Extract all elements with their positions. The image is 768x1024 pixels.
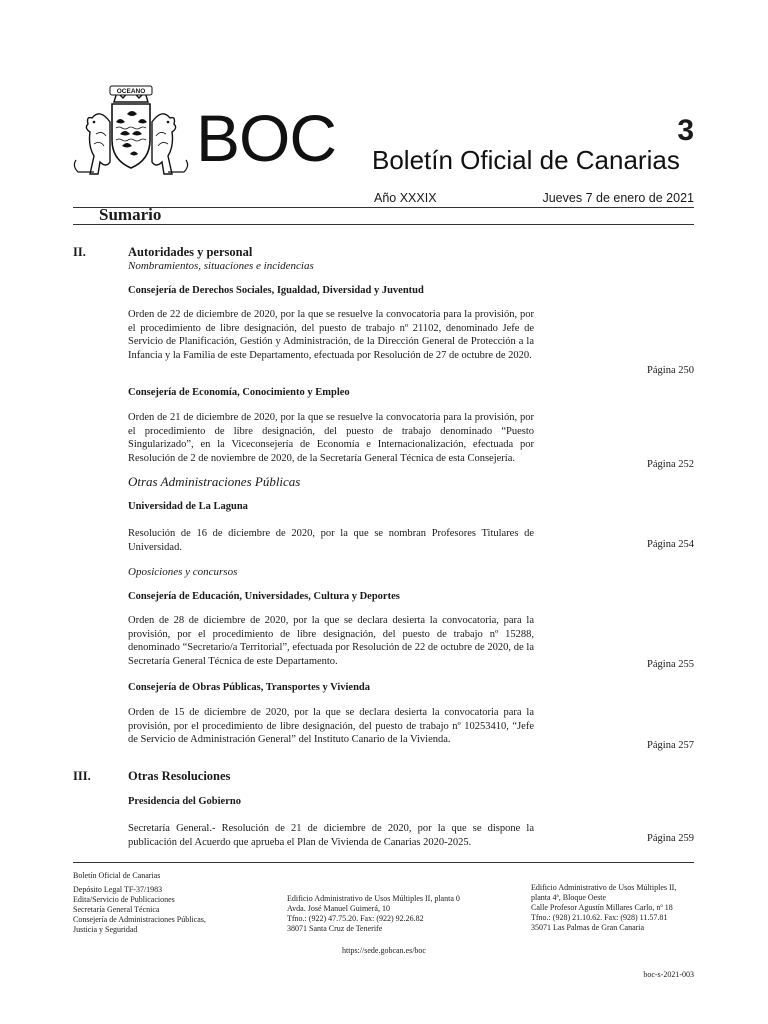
entry-text: Secretaría General.- Resolución de 21 de diciembre de 2020, por la que se dispone la publicación del Acuerdo que aprueba el Plan de Vivienda de Canarias 2020-2025. xyxy=(128,823,534,848)
org-heading: Consejería de Economía, Conocimiento y Empleo xyxy=(128,387,350,398)
org-heading: Consejería de Educación, Universidades, Cultura y Deportes xyxy=(128,591,400,602)
org-heading: Consejería de Derechos Sociales, Igualdad, Diversidad y Juventud xyxy=(128,285,424,296)
footer-tenerife-address: Edificio Administrativo de Usos Múltiples II, planta 0 Avda. José Manuel Guimerá, 10 Tfno.: (922) 47.75.20. Fax: (922) 92.26.82 38071 Santa Cruz de Tenerife xyxy=(287,894,460,933)
org-heading: Consejería de Obras Públicas, Transportes y Vivienda xyxy=(128,682,370,693)
boc-acronym: BOC xyxy=(196,101,337,175)
entry-text: Orden de 15 de diciembre de 2020, por la que se declara desierta la convocatoria para la provisión, por el procedimiento de libre designación, del puesto de trabajo nº 10253410, “Jefe de Servicio de Administración General” del Instituto Canario de la Vivienda. xyxy=(128,707,534,745)
oposiciones-heading: Oposiciones y concursos xyxy=(128,566,238,578)
section-ii-numeral: II. xyxy=(73,245,86,259)
document-code: boc-s-2021-003 xyxy=(643,970,694,979)
bulletin-name: Boletín Oficial de Canarias xyxy=(372,145,680,175)
entry-text: Orden de 21 de diciembre de 2020, por la que se resuelve la convocatoria para la provisión, por el procedimiento de libre designación, del puesto de trabajo denominado “Puesto Singularizado”, en la Viceconsejería de Economía e Internacionalización, efectuada por Resolución de 2 de noviembre de 2020, de la Secretaría General Técnica de esta Consejería. xyxy=(128,412,534,464)
coat-of-arms-icon xyxy=(70,82,192,180)
footer-divider xyxy=(73,862,694,863)
page-reference: Página 254 xyxy=(647,539,694,550)
header-divider xyxy=(73,207,694,208)
banner-text: OCEANO xyxy=(116,88,146,95)
page-reference: Página 255 xyxy=(647,659,694,670)
footer-url-link[interactable]: https://sede.gobcan.es/boc xyxy=(342,946,426,955)
sumario-title: Sumario xyxy=(99,205,162,224)
section-iii-numeral: III. xyxy=(73,769,91,783)
page-reference: Página 252 xyxy=(647,459,694,470)
entry-text: Resolución de 16 de diciembre de 2020, por la que se nombran Profesores Titulares de Universidad. xyxy=(128,528,534,553)
entry-text: Orden de 28 de diciembre de 2020, por la que se declara desierta la convocatoria, para la provisión, por el procedimiento de libre designación, del puesto de trabajo nº 15288, denominado “Secretario/a Territorial”, efectuada por Resolución de 22 de octubre de 2020, de la Secretaría General Técnica de este Departamento. xyxy=(128,615,534,667)
coat-of-arms-logo xyxy=(70,82,192,180)
other-administrations-heading: Otras Administraciones Públicas xyxy=(128,474,301,489)
sumario-divider xyxy=(73,224,694,225)
publication-date: Jueves 7 de enero de 2021 xyxy=(542,191,694,205)
page-reference: Página 259 xyxy=(647,833,694,844)
page-reference: Página 257 xyxy=(647,740,694,751)
footer-gran-canaria-address: Edificio Administrativo de Usos Múltiples II, planta 4ª, Bloque Oeste Calle Profesor Agustín Millares Carlo, nº 18 Tfno.: (928) 21.10.62. Fax: (928) 11.57.81 35071 Las Palmas de Gran Canaria xyxy=(531,883,677,932)
page-reference: Página 250 xyxy=(647,365,694,376)
footer-title: Boletín Oficial de Canarias xyxy=(73,871,161,880)
issue-number: 3 xyxy=(677,114,694,147)
publication-year: Año XXXIX xyxy=(374,191,437,205)
org-heading: Presidencia del Gobierno xyxy=(128,796,241,807)
org-heading: Universidad de La Laguna xyxy=(128,501,248,512)
section-iii-title: Otras Resoluciones xyxy=(128,769,231,783)
section-ii-subtitle: Nombramientos, situaciones e incidencias xyxy=(128,260,314,272)
section-ii-title: Autoridades y personal xyxy=(128,245,253,259)
entry-text: Orden de 22 de diciembre de 2020, por la que se resuelve la convocatoria para la provisión, por el procedimiento de libre designación, del puesto de trabajo nº 21102, denominado Jefe de Servicio de Planificación, Gestión y Administración, de la Dirección General de Protección a la Infancia y la Familia de este Departamento, efectuada por Resolución de 27 de octubre de 2020. xyxy=(128,309,534,361)
footer-publisher: Depósito Legal TF-37/1983 Edita/Servicio de Publicaciones Secretaría General Técnica Consejería de Administraciones Públicas, Justicia y Seguridad xyxy=(73,885,206,934)
